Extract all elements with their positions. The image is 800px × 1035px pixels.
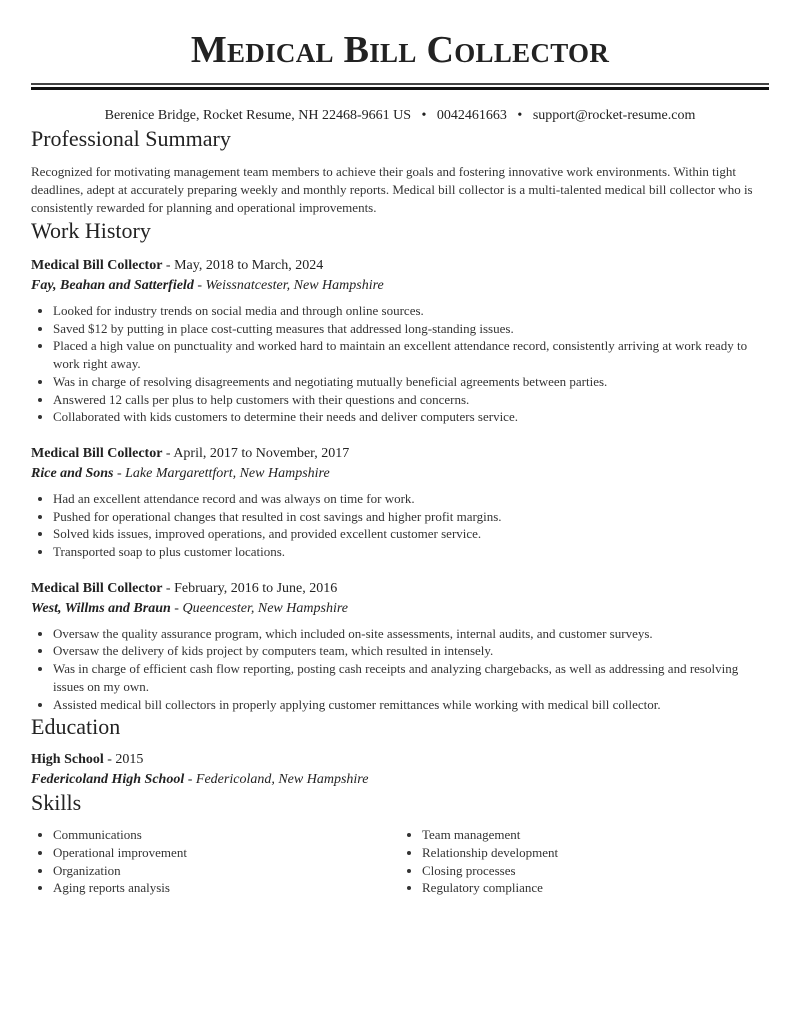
education-location: Federicoland, New Hampshire: [195, 772, 369, 788]
list-item: • Transported soap to plus customer locations.: [53, 543, 769, 561]
job-company-line: [31, 276, 769, 295]
skills-columns: [31, 826, 769, 897]
skills-list-left: [31, 826, 400, 897]
skill-item: • Aging reports analysis: [53, 879, 400, 897]
list-item: • Was in charge of efficient cash flow reporting, posting cash receipts and analyzing chargebacks, as well as addressing and resolving issues on my own.: [53, 660, 769, 695]
skill-item: • Communications: [53, 826, 400, 844]
job-company: Fay, Beahan and Satterfield: [31, 278, 194, 293]
job-role: Medical Bill Collector: [31, 445, 163, 461]
contact-email: support@rocket-resume.com: [532, 108, 696, 123]
job-company: West, Willms and Braun: [31, 600, 171, 616]
section-title-education: Education: [31, 714, 121, 740]
contact-line: [31, 107, 769, 125]
job-role: Medical Bill Collector: [31, 580, 163, 596]
job-bullets: [31, 490, 769, 561]
job-dates: May, 2018 to March, 2024: [174, 258, 324, 273]
list-item: • Collaborated with kids customers to determine their needs and deliver computers service.: [53, 408, 769, 426]
dash: -: [103, 752, 116, 768]
job-entry: [31, 444, 769, 561]
job-location: Lake Margarettfort, New Hampshire: [125, 465, 330, 481]
education-school-line: [31, 770, 769, 789]
education-degree-line: [31, 750, 769, 769]
job-company-line: [31, 599, 769, 618]
bullet-separator-icon: •: [517, 108, 523, 123]
job-title-line: [31, 579, 769, 598]
list-item: • Oversaw the delivery of kids project by computers team, which resulted in intensely.: [53, 642, 769, 660]
dash: -: [193, 278, 206, 293]
job-bullets: [31, 302, 769, 426]
skill-item: • Operational improvement: [53, 844, 400, 862]
job-role: Medical Bill Collector: [31, 258, 163, 273]
list-item: • Oversaw the quality assurance program, which included on-site assessments, internal audits, and customer surveys.: [53, 625, 769, 643]
job-entry: [31, 579, 769, 714]
skill-item: • Regulatory compliance: [422, 879, 769, 897]
list-item: • Solved kids issues, improved operations, and provided excellent customer service.: [53, 525, 769, 543]
job-company: Rice and Sons: [31, 465, 114, 481]
job-location: Queencester, New Hampshire: [182, 600, 348, 616]
job-title-line: [31, 444, 769, 463]
list-item: • Placed a high value on punctuality and worked hard to maintain an excellent attendance record, consistently arriving at work ready to work right away.: [53, 337, 769, 372]
list-item: • Was in charge of resolving disagreements and negotiating mutually beneficial agreements between parties.: [53, 373, 769, 391]
job-location: Weissnatcester, New Hampshire: [205, 278, 384, 293]
list-item: • Had an excellent attendance record and was always on time for work.: [53, 490, 769, 508]
dash: -: [162, 445, 174, 461]
list-item: • Looked for industry trends on social media and through online sources.: [53, 302, 769, 320]
education-degree: High School: [31, 752, 104, 768]
dash: -: [162, 580, 175, 596]
list-item: • Saved $12 by putting in place cost-cutting measures that addressed long-standing issues.: [53, 320, 769, 338]
job-company-line: [31, 464, 769, 483]
dash: -: [170, 600, 183, 616]
dash: -: [162, 258, 175, 273]
list-item: • Pushed for operational changes that resulted in cost savings and higher profit margins.: [53, 508, 769, 526]
header-rule-thin: [31, 83, 769, 85]
dash: -: [113, 465, 126, 481]
education-year: 2015: [115, 752, 144, 768]
bullet-separator-icon: •: [421, 108, 427, 123]
contact-address: Berenice Bridge, Rocket Resume, NH 22468-9661 US: [104, 108, 411, 123]
skills-list-right: [400, 826, 769, 897]
resume-name-title: Medical Bill Collector: [190, 29, 610, 71]
job-dates: April, 2017 to November, 2017: [173, 445, 350, 461]
section-title-summary: Professional Summary: [31, 126, 231, 151]
education-entry: [31, 750, 769, 789]
dash: -: [184, 772, 196, 788]
section-title-work-history: Work History: [31, 218, 151, 243]
summary-text: Recognized for motivating management team members to achieve their goals and fostering innovative work environments. Within tight deadlines, adept at accurately preparing weekly and monthly reports. Medical bill collector is a multi-talented medical bill collector who is consistently rewarded for planning and operational improvements.: [31, 164, 753, 215]
contact-phone: 0042461663: [436, 108, 507, 123]
section-title-skills: Skills: [31, 790, 82, 816]
list-item: • Answered 12 calls per plus to help customers with their questions and concerns.: [53, 391, 769, 409]
education-school: Federicoland High School: [31, 772, 185, 788]
skill-item: • Closing processes: [422, 862, 769, 880]
job-title-line: [31, 256, 769, 275]
skill-item: • Relationship development: [422, 844, 769, 862]
skill-item: • Organization: [53, 862, 400, 880]
list-item: • Assisted medical bill collectors in properly applying customer remittances while working with medical bill collector.: [53, 696, 769, 714]
job-entry: [31, 256, 769, 426]
job-bullets: [31, 625, 769, 714]
skill-item: • Team management: [422, 826, 769, 844]
job-dates: February, 2016 to June, 2016: [174, 580, 338, 596]
header-rule-thick: [31, 87, 769, 90]
